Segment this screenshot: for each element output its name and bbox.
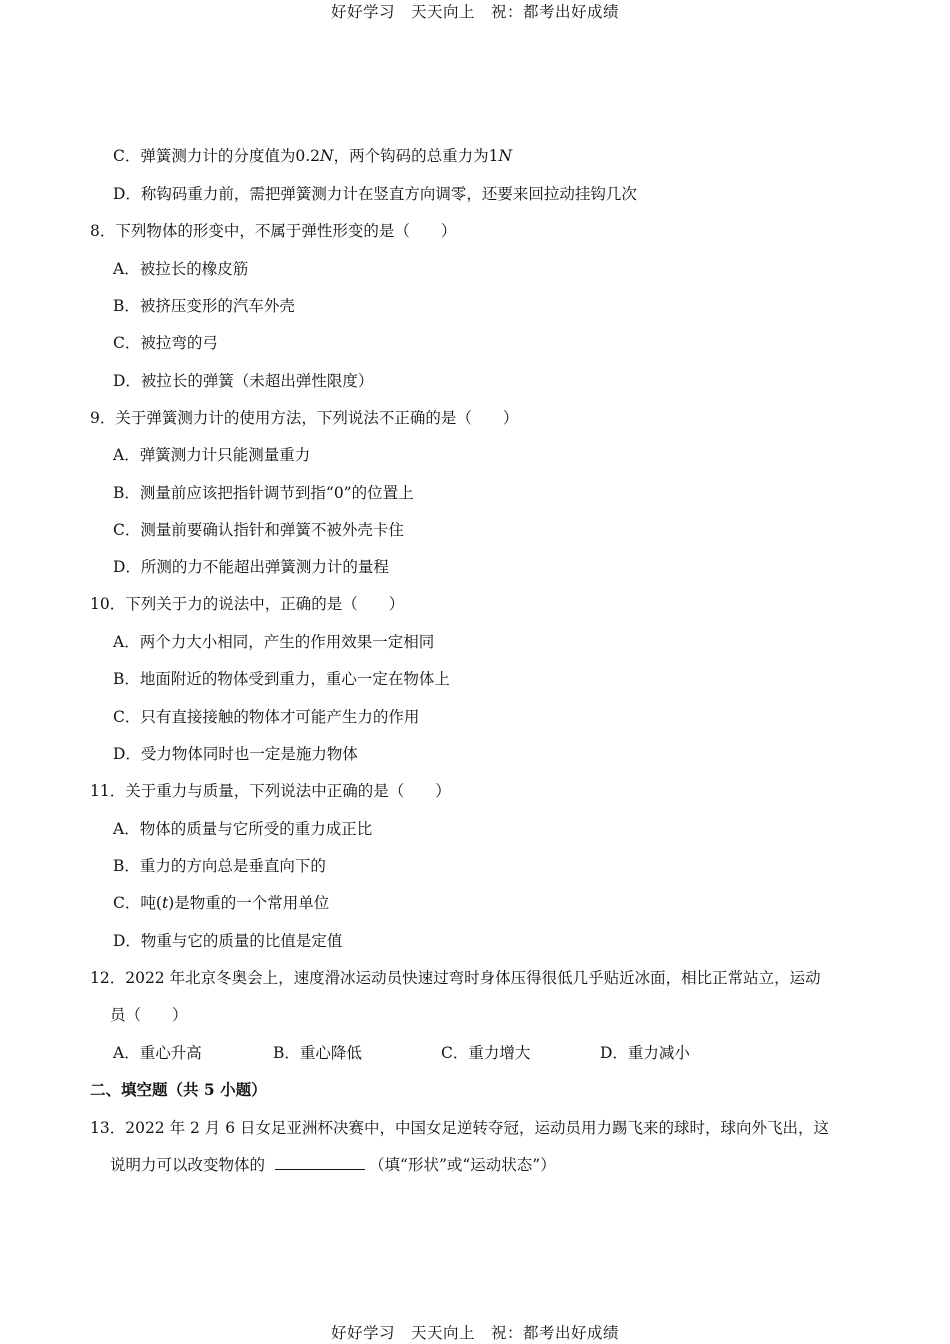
q11-stem: 11．关于重力与质量，下列说法中正确的是（ ） [90, 782, 451, 800]
q12-option-d: D．重力减小 [600, 1044, 690, 1062]
page-footer: 好好学习 天天向上 祝：都考出好成绩 [330, 1324, 619, 1342]
q12-options-row [113, 1041, 813, 1063]
q10-option-c: C．只有直接接触的物体才可能产生力的作用 [113, 708, 420, 726]
q12-option-c: C．重力增大 [441, 1044, 531, 1062]
q11-option-c [113, 891, 329, 913]
q7-option-c-text: C．弹簧测力计的分度值为0.2 [113, 147, 321, 165]
q9-option-b: B．测量前应该把指针调节到指“0”的位置上 [113, 484, 414, 502]
q11-paren-open: ( [155, 894, 162, 912]
q13-stem-line2-text: 说明力可以改变物体的 [110, 1156, 266, 1174]
q7-option-c-mid: ，两个钩码的总重力为1 [333, 147, 499, 165]
q7-option-c [113, 144, 512, 166]
q8-stem: 8．下列物体的形变中，不属于弹性形变的是（ ） [90, 222, 457, 240]
q13-stem-line1: 13．2022 年 2 月 6 日女足亚洲杯决赛中，中国女足逆转夺冠，运动员用力踢飞来的球时，球向外飞出，这 [90, 1119, 830, 1137]
q8-option-b: B．被挤压变形的汽车外壳 [113, 297, 295, 315]
q7-unit-newton-1: N [320, 147, 334, 165]
q13-stem-line2 [110, 1153, 556, 1175]
q11-option-d: D．物重与它的质量的比值是定值 [113, 932, 343, 950]
q7-option-d: D．称钩码重力前，需把弹簧测力计在竖直方向调零，还要来回拉动挂钩几次 [113, 185, 637, 203]
q8-option-c: C．被拉弯的弓 [113, 334, 218, 352]
q12-stem-line1: 12．2022 年北京冬奥会上，速度滑冰运动员快速过弯时身体压得很低几乎贴近冰面，相比正常站立，运动 [90, 969, 821, 987]
q9-option-d: D．所测的力不能超出弹簧测力计的量程 [113, 558, 389, 576]
q11-option-c-text: C．吨 [113, 894, 156, 912]
q7-unit-newton-2: N [498, 147, 513, 165]
q13-answer-blank[interactable] [275, 1168, 365, 1170]
q12-option-b: B．重心降低 [273, 1044, 362, 1062]
q8-option-a: A．被拉长的橡皮筋 [113, 260, 249, 278]
q11-unit-ton: t [161, 894, 169, 912]
q11-option-b: B．重力的方向总是垂直向下的 [113, 857, 326, 875]
q12-stem-line2: 员（ ） [110, 1006, 188, 1024]
q11-option-c-rest: 是物重的一个常用单位 [174, 894, 330, 912]
q10-stem: 10．下列关于力的说法中，正确的是（ ） [90, 595, 405, 613]
q9-stem: 9．关于弹簧测力计的使用方法，下列说法不正确的是（ ） [90, 409, 519, 427]
q8-option-d: D．被拉长的弹簧（未超出弹性限度） [113, 372, 374, 390]
q11-paren-close: ) [168, 894, 175, 912]
q11-option-a: A．物体的质量与它所受的重力成正比 [113, 820, 373, 838]
q12-option-a: A．重心升高 [113, 1044, 202, 1062]
q10-option-d: D．受力物体同时也一定是施力物体 [113, 745, 358, 763]
q9-option-a: A．弹簧测力计只能测量重力 [113, 446, 311, 464]
page-header: 好好学习 天天向上 祝：都考出好成绩 [330, 3, 619, 21]
q10-option-a: A．两个力大小相同，产生的作用效果一定相同 [113, 633, 435, 651]
q9-option-c: C．测量前要确认指针和弹簧不被外壳卡住 [113, 521, 404, 539]
section-title-fill-in: 二、填空题（共 5 小题） [90, 1080, 267, 1099]
q10-option-b: B．地面附近的物体受到重力，重心一定在物体上 [113, 670, 450, 688]
q13-stem-line2-hint: （填“形状”或“运动状态”） [369, 1156, 556, 1174]
